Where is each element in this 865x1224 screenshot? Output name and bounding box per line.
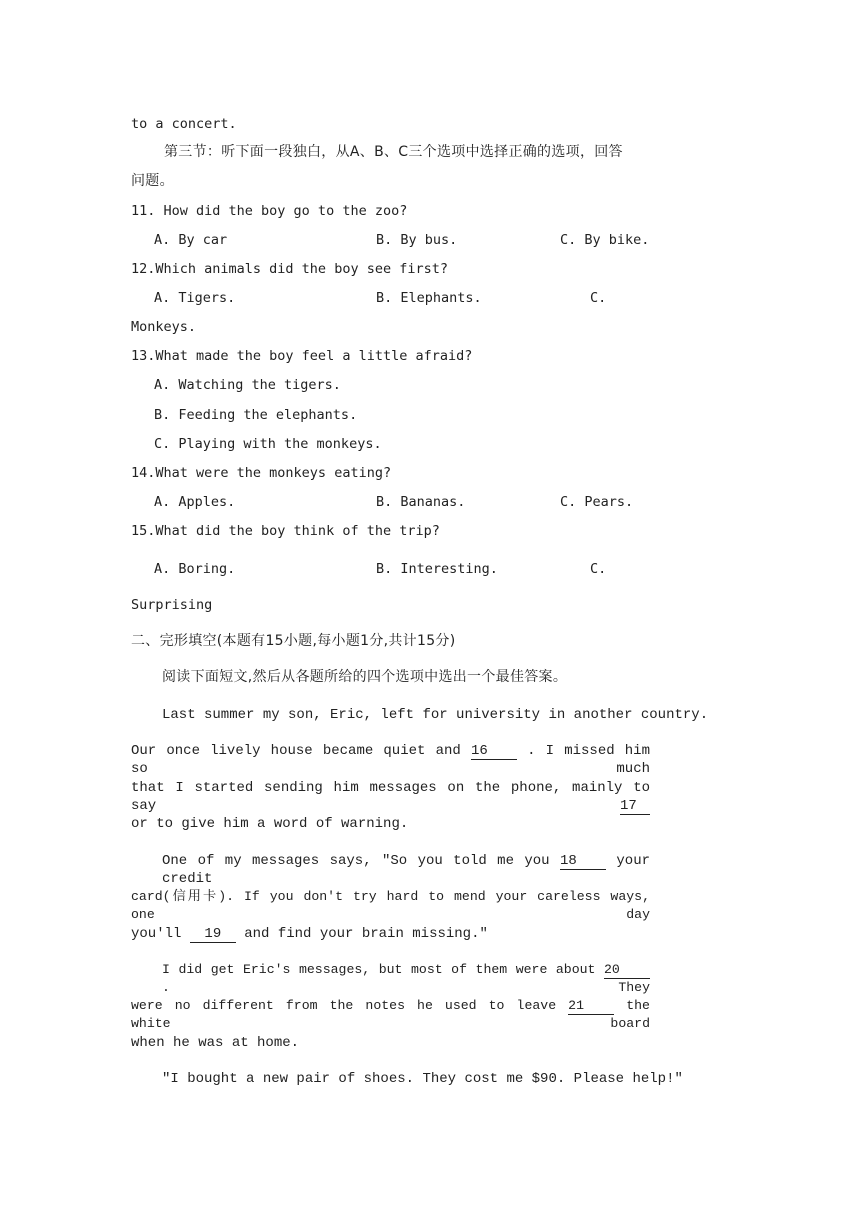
question-12-option-a: A. Tigers. (154, 290, 236, 306)
question-15-option-c-text: Surprising (131, 597, 213, 613)
passage-text: . They (162, 980, 650, 995)
question-11-option-a: A. By car (154, 232, 228, 248)
section3-instruction-line2: 问题。 (131, 173, 174, 189)
passage-p1-line1: Last summer my son, Eric, left for university in another country. (162, 707, 709, 723)
passage-text: the white board (131, 998, 650, 1031)
passage-text: One of my messages says, "So you told me you (162, 853, 550, 869)
passage-p3-line3: when he was at home. (131, 1035, 300, 1051)
question-12-stem: 12.Which animals did the boy see first? (131, 261, 448, 277)
question-11-stem: 11. How did the boy go to the zoo? (131, 203, 408, 219)
passage-p2-line2 (131, 888, 650, 924)
passage-text: and find your brain missing." (244, 926, 488, 942)
question-13-option-c: C. Playing with the monkeys. (154, 436, 382, 452)
blank-21: 21 (568, 998, 614, 1015)
question-13-option-a: A. Watching the tigers. (154, 377, 341, 393)
question-12-option-b: B. Elephants. (376, 290, 482, 306)
question-14-stem: 14.What were the monkeys eating? (131, 465, 392, 481)
question-14-option-b: B. Bananas. (376, 494, 466, 510)
passage-text: your credit (162, 853, 651, 887)
passage-p1-line4: or to give him a word of warning. (131, 816, 409, 832)
question-15-option-b: B. Interesting. (376, 561, 498, 577)
part2-heading: 二、完形填空(本题有15小题,每小题1分,共计15分) (131, 633, 456, 649)
passage-p1-line2 (131, 742, 650, 778)
passage-p4-line1: "I bought a new pair of shoes. They cost me $90. Please help!" (162, 1071, 683, 1087)
blank-16: 16 (471, 743, 517, 760)
passage-p2-line3 (131, 925, 488, 943)
passage-p1-line3 (131, 779, 650, 815)
passage-text: Our once lively house became quiet and (131, 743, 461, 759)
question-14-option-c: C. Pears. (560, 494, 634, 510)
passage-p2-line1 (162, 852, 650, 888)
passage-p3-line1 (162, 961, 650, 997)
question-15-stem: 15.What did the boy think of the trip? (131, 523, 440, 539)
blank-20: 20 (604, 962, 650, 979)
blank-17: 17 (620, 798, 650, 815)
question-12-option-c-text: Monkeys. (131, 319, 197, 335)
passage-text: were no different from the notes he used to leave (131, 998, 557, 1013)
passage-text: . I missed him so much (131, 743, 650, 777)
blank-18: 18 (560, 853, 606, 870)
question-14-option-a: A. Apples. (154, 494, 236, 510)
passage-text: card(信用卡). If you don't try hard to mend your careless ways, one day (131, 889, 650, 922)
question-11-option-b: B. By bus. (376, 232, 458, 248)
question-12-option-c: C. (590, 290, 607, 306)
passage-text: you'll (131, 926, 182, 942)
question-15-option-a: A. Boring. (154, 561, 236, 577)
question-15-option-c: C. (590, 561, 607, 577)
passage-p3-line2 (131, 997, 650, 1033)
passage-text: that I started sending him messages on the phone, mainly to say (131, 780, 650, 814)
continuation-text: to a concert. (131, 116, 237, 132)
passage-text: I did get Eric's messages, but most of them were about (162, 962, 596, 977)
section3-instruction-line1: 第三节：听下面一段独白，从A、B、C三个选项中选择正确的选项，回答 (164, 144, 623, 160)
part2-instruction: 阅读下面短文,然后从各题所给的四个选项中选出一个最佳答案。 (162, 669, 568, 685)
blank-19: 19 (190, 926, 236, 943)
question-11-option-c: C. By bike. (560, 232, 650, 248)
question-13-option-b: B. Feeding the elephants. (154, 407, 358, 423)
question-13-stem: 13.What made the boy feel a little afraid? (131, 348, 473, 364)
